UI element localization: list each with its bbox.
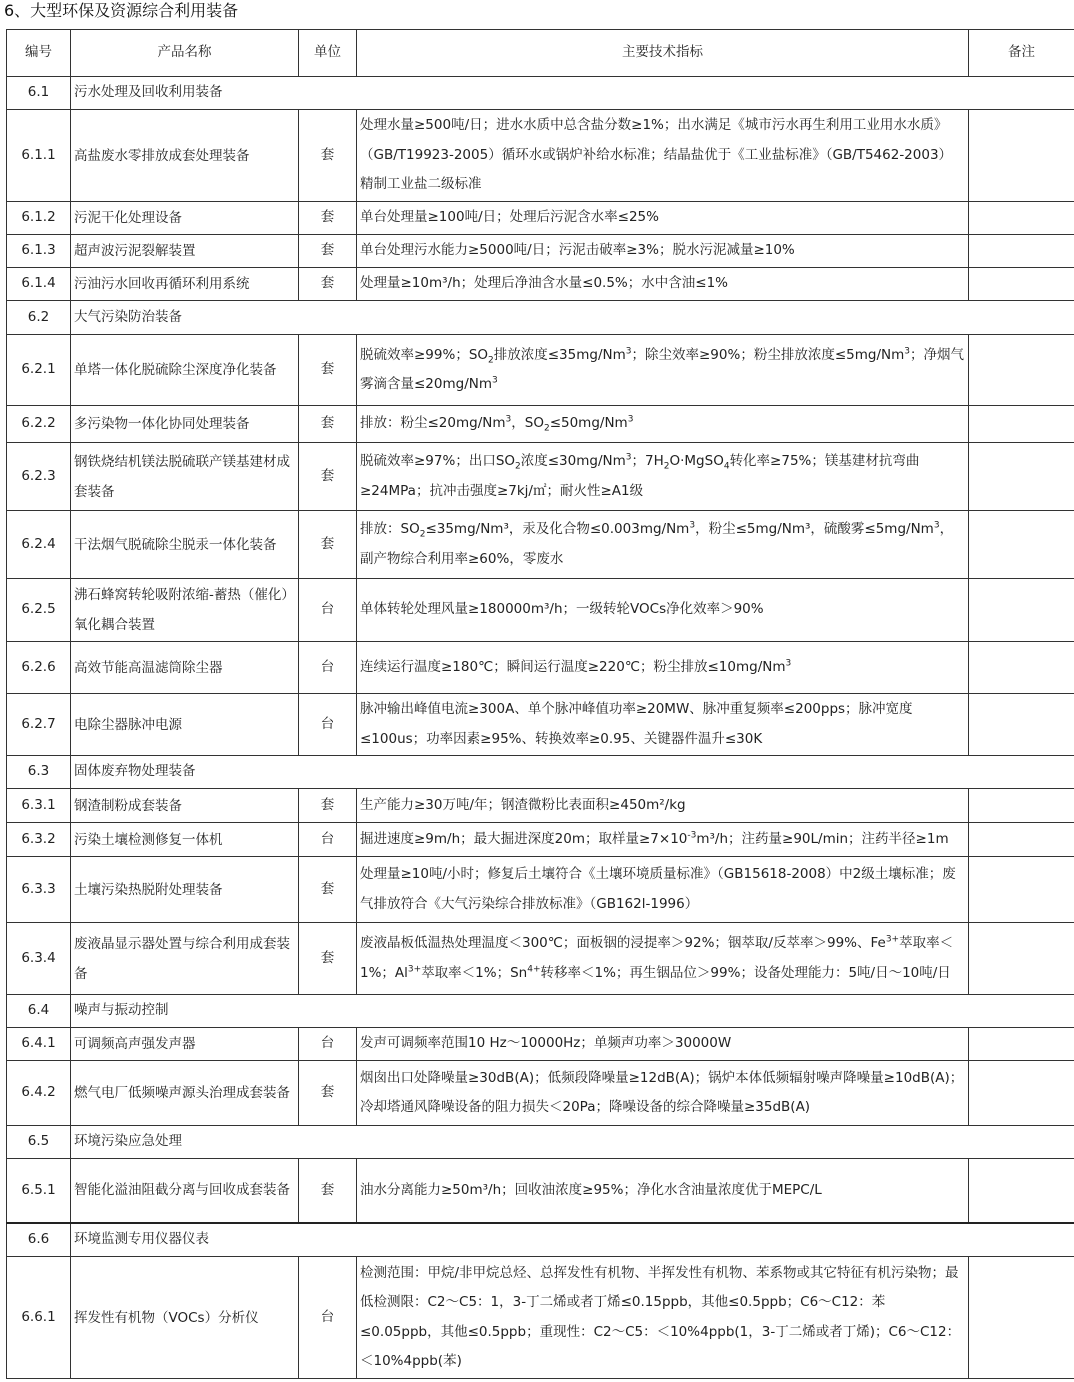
unit: 套: [299, 789, 357, 823]
item-code: 6.1.2: [7, 202, 71, 235]
product-name: 污泥干化处理设备: [71, 202, 299, 235]
table-row: [7, 1061, 1074, 1126]
spec-text: ，SO: [511, 415, 544, 432]
unit: 套: [299, 511, 357, 579]
spec-text: 萃取率＜1%；Al: [360, 935, 954, 981]
section-row: [7, 995, 1074, 1028]
spec-subscript: 4: [723, 461, 730, 472]
remark: [969, 268, 1074, 301]
item-code: 6.2.5: [7, 579, 71, 642]
spec-superscript: -3: [687, 830, 697, 841]
section-code: 6.2: [7, 301, 71, 335]
unit: 套: [299, 110, 357, 202]
table-row: [7, 268, 1074, 301]
section-title: 大气污染防治装备: [71, 301, 1074, 335]
spec-subscript: 2: [488, 355, 494, 366]
item-code: 6.2.3: [7, 443, 71, 511]
unit: 台: [299, 642, 357, 694]
spec-text: ；除尘效率≥90%；粉尘排放浓度≤5mg/Nm: [631, 346, 905, 363]
table-row: [7, 923, 1074, 995]
item-code: 6.4.2: [7, 1061, 71, 1126]
tech-spec: 单体转轮处理风量≥180000m³/h；一级转轮VOCs净化效率＞90%: [357, 579, 969, 642]
item-code: 6.2.4: [7, 511, 71, 579]
spec-superscript: 4+: [527, 964, 541, 974]
section-title: 噪声与振动控制: [71, 995, 1074, 1028]
section-title: 环境污染应急处理: [71, 1126, 1074, 1159]
remark: [969, 235, 1074, 268]
table-row: [7, 823, 1074, 857]
spec-text: 废液晶板低温热处理温度＜300℃；面板铟的浸提率＞92%；铟萃取/反萃率＞99%、Fe: [360, 935, 886, 951]
remark: [969, 1159, 1074, 1223]
spec-text: ，粉尘≤5mg/Nm³，硫酸雾≤5mg/Nm: [695, 521, 934, 537]
spec-text: 排放浓度≤35mg/Nm: [493, 346, 626, 363]
spec-superscript: 3: [625, 452, 632, 463]
product-name: 沸石蜂窝转轮吸附浓缩-蓄热（催化）氧化耦合装置: [71, 579, 299, 642]
unit: 台: [299, 579, 357, 642]
remark: [969, 1257, 1074, 1379]
product-name: 高效节能高温滤筒除尘器: [71, 642, 299, 694]
product-name: 高盐废水零排放成套处理装备: [71, 110, 299, 202]
spec-superscript: 3: [625, 346, 632, 356]
spec-superscript: 3+: [885, 934, 900, 945]
spec-superscript: 3+: [407, 964, 422, 974]
item-code: 6.3.3: [7, 857, 71, 923]
table-row: [7, 579, 1074, 642]
spec-superscript: 3: [492, 375, 498, 386]
remark: [969, 857, 1074, 923]
item-code: 6.2.2: [7, 406, 71, 443]
remark: [969, 511, 1074, 579]
product-name: 多污染物一体化协同处理装备: [71, 406, 299, 443]
spec-superscript: 3: [785, 658, 792, 669]
remark: [969, 642, 1074, 694]
product-name: 超声波污泥裂解装置: [71, 235, 299, 268]
remark: [969, 1061, 1074, 1126]
tech-spec: 油水分离能力≥50m³/h；回收油浓度≥95%；净化水含油量浓度优于MEPC/L: [357, 1159, 969, 1223]
spec-subscript: 2: [543, 423, 550, 434]
table-row: [7, 235, 1074, 268]
table-row: [7, 1159, 1074, 1223]
product-name: 挥发性有机物（VOCs）分析仪: [71, 1257, 299, 1379]
product-name: 燃气电厂低频噪声源头治理成套装备: [71, 1061, 299, 1126]
section-row: [7, 1126, 1074, 1159]
spec-text: 掘进速度≥9m/h；最大掘进深度20m；取样量≥7×10: [360, 830, 688, 847]
table-row: [7, 110, 1074, 202]
document-title: 6、大型环保及资源综合利用装备: [4, 1, 239, 20]
item-code: 6.1.4: [7, 268, 71, 301]
table-row: [7, 202, 1074, 235]
tech-spec: 单台处理污水能力≥5000吨/日；污泥击破率≥3%；脱水污泥减量≥10%: [357, 235, 969, 268]
spec-text: 排放：SO: [360, 521, 420, 537]
spec-text: ≤35mg/Nm³，汞及化合物≤0.003mg/Nm: [425, 521, 690, 537]
item-code: 6.2.6: [7, 642, 71, 694]
spec-superscript: 3: [904, 346, 910, 356]
tech-spec: 处理量≥10m³/h；处理后净油含水量≤0.5%；水中含油≤1%: [357, 268, 969, 301]
tech-spec: [357, 511, 969, 579]
product-name: 电除尘器脉冲电源: [71, 694, 299, 756]
unit: 台: [299, 823, 357, 857]
remark: [969, 579, 1074, 642]
unit: 套: [299, 1159, 357, 1223]
spec-text: ；7H: [631, 453, 664, 469]
spec-superscript: 3: [505, 414, 512, 425]
tech-spec: [357, 406, 969, 443]
section-code: 6.5: [7, 1126, 71, 1159]
table-row: [7, 694, 1074, 756]
spec-text: 萃取率＜1%；Sn: [421, 964, 528, 981]
table-header-row: [7, 30, 1074, 77]
remark: [969, 823, 1074, 857]
spec-text: ；净烟气雾滴含量≤20mg/Nm: [360, 346, 964, 392]
product-name: 可调频高声强发声器: [71, 1028, 299, 1061]
spec-text: 转化率≥75%；镁基建材抗弯曲≥24MPa；抗冲击强度≥7kj/㎡；耐火性≥A1级: [360, 453, 920, 499]
unit: 套: [299, 923, 357, 995]
item-code: 6.3.1: [7, 789, 71, 823]
product-name: 智能化溢油阻截分离与回收成套装备: [71, 1159, 299, 1223]
spec-text: ≤50mg/Nm: [549, 415, 628, 432]
item-code: 6.3.4: [7, 923, 71, 995]
spec-text: 连续运行温度≥180℃；瞬间运行温度≥220℃；粉尘排放≤10mg/Nm: [360, 658, 786, 675]
product-name: 干法烟气脱硫除尘脱汞一体化装备: [71, 511, 299, 579]
spec-subscript: 2: [419, 529, 426, 540]
unit: 套: [299, 202, 357, 235]
remark: [969, 406, 1074, 443]
remark: [969, 789, 1074, 823]
table-row: [7, 789, 1074, 823]
table-row: [7, 443, 1074, 511]
spec-superscript: 3: [933, 520, 940, 531]
tech-spec: 处理水量≥500吨/日；进水水质中总含盐分数≥1%；出水满足《城市污水再生利用工业用水水质》（GB/T19923-2005）循环水或锅炉补给水标准；结晶盐优于《工业盐标准》（GB/T5462-2003）精制工业盐二级标准: [357, 110, 969, 202]
spec-text: O·MgSO: [669, 453, 724, 469]
item-code: 6.1.3: [7, 235, 71, 268]
tech-spec: [357, 823, 969, 857]
section-row: [7, 77, 1074, 110]
unit: 套: [299, 335, 357, 406]
item-code: 6.3.2: [7, 823, 71, 857]
item-code: 6.4.1: [7, 1028, 71, 1061]
section-code: 6.6: [7, 1223, 71, 1257]
equipment-spec-table: [6, 29, 1074, 1379]
unit: 台: [299, 694, 357, 756]
remark: [969, 694, 1074, 756]
spec-text: 脱硫效率≥97%；出口SO: [360, 453, 516, 469]
tech-spec: 检测范围：甲烷/非甲烷总烃、总挥发性有机物、半挥发性有机物、苯系物或其它特征有机污染物；最低检测限：C2～C5：1，3-丁二烯或者丁烯≤0.15ppb，其他≤0.5ppb；C6～C12：苯≤0.05ppb，其他≤0.5ppb；重现性：C2～C5：＜10%4ppb(1，3-丁二烯或者丁烯)；C6～C12：＜10%4ppb(苯): [357, 1257, 969, 1379]
spec-text: 排放：粉尘≤20mg/Nm: [360, 415, 506, 432]
product-name: 污染土壤检测修复一体机: [71, 823, 299, 857]
product-name: 钢铁烧结机镁法脱硫联产镁基建材成套装备: [71, 443, 299, 511]
section-title: 环境监测专用仪器仪表: [71, 1223, 1074, 1257]
spec-text: 脱硫效率≥99%；SO: [360, 346, 489, 363]
unit: 套: [299, 1061, 357, 1126]
remark: [969, 443, 1074, 511]
item-code: 6.2.1: [7, 335, 71, 406]
product-name: 单塔一体化脱硫除尘深度净化装备: [71, 335, 299, 406]
remark: [969, 202, 1074, 235]
unit: 套: [299, 857, 357, 923]
section-row: [7, 756, 1074, 789]
header-spec: 主要技术指标: [357, 30, 969, 77]
unit: 套: [299, 268, 357, 301]
header-name: 产品名称: [71, 30, 299, 77]
tech-spec: [357, 443, 969, 511]
section-code: 6.4: [7, 995, 71, 1028]
remark: [969, 923, 1074, 995]
product-name: 废液晶显示器处置与综合利用成套装备: [71, 923, 299, 995]
unit: 套: [299, 443, 357, 511]
spec-text: m³/h；注药量≥90L/min；注药半径≥1m: [696, 830, 949, 847]
tech-spec: 单台处理量≥100吨/日；处理后污泥含水率≤25%: [357, 202, 969, 235]
tech-spec: 烟囱出口处降噪量≥30dB(A)；低频段降噪量≥12dB(A)；锅炉本体低频辐射噪声降噪量≥10dB(A)；冷却塔通风降噪设备的阻力损失＜20Pa；降噪设备的综合降噪量≥35dB(A): [357, 1061, 969, 1126]
tech-spec: [357, 335, 969, 406]
table-row: [7, 406, 1074, 443]
section-title: 污水处理及回收利用装备: [71, 77, 1074, 110]
table-row: [7, 857, 1074, 923]
spec-text: 转移率＜1%；再生铟品位＞99%；设备处理能力：5吨/日～10吨/日: [540, 964, 951, 981]
item-code: 6.1.1: [7, 110, 71, 202]
item-code: 6.6.1: [7, 1257, 71, 1379]
section-code: 6.1: [7, 77, 71, 110]
product-name: 土壤污染热脱附处理装备: [71, 857, 299, 923]
section-row: [7, 1223, 1074, 1257]
product-name: 钢渣制粉成套装备: [71, 789, 299, 823]
tech-spec: [357, 642, 969, 694]
tech-spec: 发声可调频率范围10 Hz～10000Hz；单频声功率＞30000W: [357, 1028, 969, 1061]
product-name: 污油污水回收再循环利用系统: [71, 268, 299, 301]
unit: 套: [299, 235, 357, 268]
table-row: [7, 1028, 1074, 1061]
tech-spec: 生产能力≥30万吨/年；钢渣微粉比表面积≥450m²/kg: [357, 789, 969, 823]
unit: 台: [299, 1028, 357, 1061]
remark: [969, 110, 1074, 202]
spec-subscript: 2: [515, 461, 521, 472]
spec-subscript: 2: [663, 461, 670, 472]
table-row: [7, 1257, 1074, 1379]
header-code: 编号: [7, 30, 71, 77]
tech-spec: 处理量≥10吨/小时；修复后土壤符合《土壤环境质量标准》（GB15618-2008）中2级土壤标准；废气排放符合《大气污染综合排放标准》（GB162l-1996）: [357, 857, 969, 923]
header-unit: 单位: [299, 30, 357, 77]
table-row: [7, 335, 1074, 406]
unit: 台: [299, 1257, 357, 1379]
section-row: [7, 301, 1074, 335]
unit: 套: [299, 406, 357, 443]
spec-superscript: 3: [627, 414, 634, 425]
section-title: 固体废弃物处理装备: [71, 756, 1074, 789]
tech-spec: [357, 923, 969, 995]
tech-spec: 脉冲输出峰值电流≥300A、单个脉冲峰值功率≥20MW、脉冲重复频率≤200pps；脉冲宽度≤100us；功率因素≥95%、转换效率≥0.95、关键器件温升≤30K: [357, 694, 969, 756]
spec-text: 浓度≤30mg/Nm: [520, 453, 626, 469]
spec-superscript: 3: [689, 520, 696, 531]
table-row: [7, 642, 1074, 694]
item-code: 6.5.1: [7, 1159, 71, 1223]
remark: [969, 335, 1074, 406]
spec-text: ，副产物综合利用率≥60%，零废水: [360, 521, 954, 567]
item-code: 6.2.7: [7, 694, 71, 756]
section-code: 6.3: [7, 756, 71, 789]
remark: [969, 1028, 1074, 1061]
table-row: [7, 511, 1074, 579]
header-remark: 备注: [969, 30, 1074, 77]
